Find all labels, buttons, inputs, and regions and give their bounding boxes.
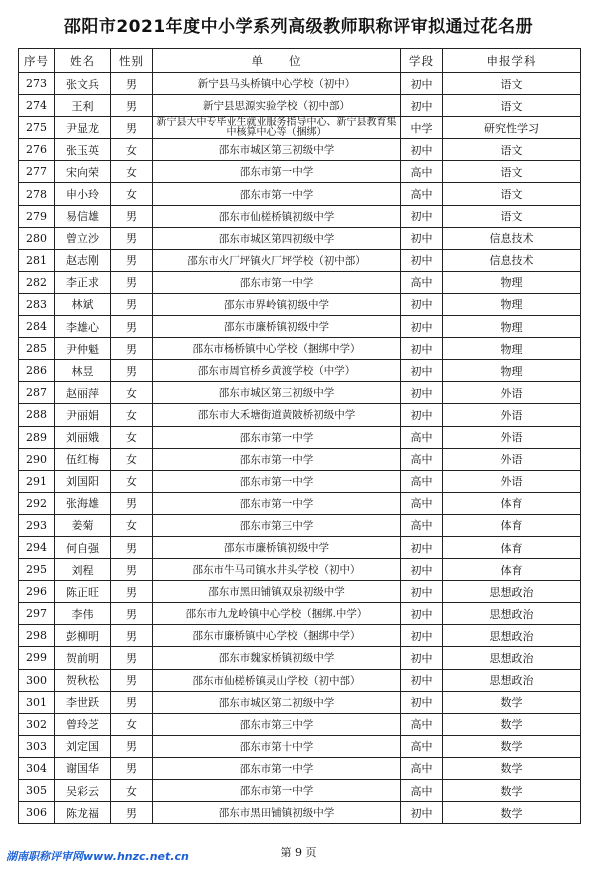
cell-stage: 高中	[401, 426, 443, 448]
table-row	[19, 183, 581, 205]
cell-stage: 高中	[401, 161, 443, 183]
cell-gender: 男	[111, 581, 153, 603]
cell-stage: 高中	[401, 713, 443, 735]
cell-no: 287	[19, 382, 55, 404]
cell-no: 304	[19, 757, 55, 779]
cell-stage: 高中	[401, 514, 443, 536]
cell-subject: 外语	[443, 426, 581, 448]
cell-name: 李正求	[55, 271, 111, 293]
cell-gender: 男	[111, 117, 153, 139]
table-row	[19, 757, 581, 779]
cell-no: 303	[19, 735, 55, 757]
cell-gender: 男	[111, 205, 153, 227]
cell-gender: 男	[111, 492, 153, 514]
table-row	[19, 95, 581, 117]
table-row	[19, 249, 581, 271]
cell-subject: 数学	[443, 713, 581, 735]
cell-no: 284	[19, 316, 55, 338]
cell-unit: 邵东市周官桥乡黄渡学校（中学）	[153, 360, 401, 382]
cell-gender: 男	[111, 249, 153, 271]
cell-subject: 体育	[443, 514, 581, 536]
cell-gender: 男	[111, 647, 153, 669]
cell-gender: 男	[111, 73, 153, 95]
cell-subject: 物理	[443, 338, 581, 360]
table-row	[19, 780, 581, 802]
cell-subject: 数学	[443, 802, 581, 824]
table-row	[19, 691, 581, 713]
cell-stage: 初中	[401, 559, 443, 581]
cell-subject: 数学	[443, 735, 581, 757]
cell-stage: 初中	[401, 249, 443, 271]
cell-stage: 初中	[401, 227, 443, 249]
cell-subject: 思想政治	[443, 603, 581, 625]
cell-no: 302	[19, 713, 55, 735]
cell-subject: 物理	[443, 316, 581, 338]
document-title: 邵阳市2021年度中小学系列高级教师职称评审拟通过花名册	[63, 17, 534, 37]
cell-subject: 语文	[443, 139, 581, 161]
cell-subject: 思想政治	[443, 669, 581, 691]
cell-stage: 初中	[401, 95, 443, 117]
cell-subject: 信息技术	[443, 227, 581, 249]
cell-name: 陈龙福	[55, 802, 111, 824]
cell-stage: 初中	[401, 536, 443, 558]
cell-stage: 初中	[401, 205, 443, 227]
table-row	[19, 382, 581, 404]
header-stage: 学段	[401, 49, 443, 73]
cell-subject: 外语	[443, 382, 581, 404]
roster-table	[18, 48, 581, 824]
cell-gender: 男	[111, 669, 153, 691]
table-row	[19, 735, 581, 757]
cell-stage: 初中	[401, 293, 443, 315]
cell-name: 林昱	[55, 360, 111, 382]
cell-stage: 高中	[401, 183, 443, 205]
site-watermark: 湖南职称评审网www.hnzc.net.cn	[6, 850, 189, 863]
cell-gender: 男	[111, 625, 153, 647]
cell-name: 姜菊	[55, 514, 111, 536]
cell-stage: 初中	[401, 73, 443, 95]
cell-no: 300	[19, 669, 55, 691]
cell-stage: 高中	[401, 492, 443, 514]
cell-name: 吴彩云	[55, 780, 111, 802]
table-row	[19, 492, 581, 514]
cell-subject: 研究性学习	[443, 117, 581, 139]
table-row	[19, 117, 581, 139]
cell-unit: 邵东市第一中学	[153, 183, 401, 205]
cell-no: 273	[19, 73, 55, 95]
cell-name: 刘程	[55, 559, 111, 581]
cell-gender: 男	[111, 227, 153, 249]
cell-no: 298	[19, 625, 55, 647]
cell-subject: 语文	[443, 95, 581, 117]
cell-unit: 邵东市大禾塘街道黄陂桥初级中学	[153, 404, 401, 426]
cell-stage: 初中	[401, 360, 443, 382]
cell-name: 尹丽娟	[55, 404, 111, 426]
cell-no: 291	[19, 470, 55, 492]
cell-subject: 语文	[443, 183, 581, 205]
cell-name: 尹显龙	[55, 117, 111, 139]
cell-no: 299	[19, 647, 55, 669]
cell-stage: 初中	[401, 647, 443, 669]
cell-unit: 新宁县思源实验学校（初中部）	[153, 95, 401, 117]
cell-stage: 初中	[401, 691, 443, 713]
table-row	[19, 581, 581, 603]
cell-gender: 女	[111, 780, 153, 802]
cell-name: 宋向荣	[55, 161, 111, 183]
cell-unit: 新宁县大中专毕业生就业服务指导中心、新宁县教育集中核算中心等（捆绑）	[153, 117, 401, 139]
cell-name: 李雄心	[55, 316, 111, 338]
cell-no: 296	[19, 581, 55, 603]
cell-name: 曾玲芝	[55, 713, 111, 735]
cell-unit: 邵东市城区第二初级中学	[153, 691, 401, 713]
cell-subject: 语文	[443, 73, 581, 95]
table-row	[19, 161, 581, 183]
cell-name: 陈正旺	[55, 581, 111, 603]
cell-subject: 外语	[443, 470, 581, 492]
cell-unit: 邵东市廉桥镇初级中学	[153, 316, 401, 338]
cell-name: 申小玲	[55, 183, 111, 205]
cell-unit: 邵东市杨桥镇中心学校（捆绑中学）	[153, 338, 401, 360]
cell-name: 李世跃	[55, 691, 111, 713]
cell-unit: 邵东市火厂坪镇火厂坪学校（初中部）	[153, 249, 401, 271]
cell-stage: 初中	[401, 603, 443, 625]
cell-unit: 邵东市魏家桥镇初级中学	[153, 647, 401, 669]
cell-no: 305	[19, 780, 55, 802]
table-row	[19, 514, 581, 536]
cell-gender: 男	[111, 293, 153, 315]
cell-name: 贺秋松	[55, 669, 111, 691]
cell-unit: 邵东市第三中学	[153, 514, 401, 536]
cell-no: 295	[19, 559, 55, 581]
table-row	[19, 536, 581, 558]
cell-name: 张文兵	[55, 73, 111, 95]
cell-no: 286	[19, 360, 55, 382]
table-row	[19, 559, 581, 581]
cell-unit: 邵东市黑田铺镇双泉初级中学	[153, 581, 401, 603]
cell-name: 易信雄	[55, 205, 111, 227]
cell-gender: 男	[111, 559, 153, 581]
cell-unit: 新宁县马头桥镇中心学校（初中）	[153, 73, 401, 95]
cell-unit: 邵东市第一中学	[153, 492, 401, 514]
cell-subject: 思想政治	[443, 625, 581, 647]
cell-stage: 高中	[401, 470, 443, 492]
table-row	[19, 625, 581, 647]
cell-subject: 体育	[443, 559, 581, 581]
cell-stage: 初中	[401, 404, 443, 426]
cell-name: 林斌	[55, 293, 111, 315]
cell-no: 277	[19, 161, 55, 183]
table-row	[19, 271, 581, 293]
table-row	[19, 647, 581, 669]
table-row	[19, 316, 581, 338]
cell-no: 293	[19, 514, 55, 536]
cell-unit: 邵东市第一中学	[153, 470, 401, 492]
cell-gender: 男	[111, 360, 153, 382]
cell-stage: 高中	[401, 780, 443, 802]
cell-stage: 初中	[401, 338, 443, 360]
table-row	[19, 293, 581, 315]
cell-stage: 初中	[401, 139, 443, 161]
cell-gender: 男	[111, 95, 153, 117]
cell-unit: 邵东市城区第三初级中学	[153, 139, 401, 161]
cell-gender: 男	[111, 735, 153, 757]
cell-no: 276	[19, 139, 55, 161]
cell-gender: 女	[111, 426, 153, 448]
cell-name: 赵志刚	[55, 249, 111, 271]
cell-name: 李伟	[55, 603, 111, 625]
cell-gender: 女	[111, 161, 153, 183]
cell-no: 290	[19, 448, 55, 470]
cell-name: 伍红梅	[55, 448, 111, 470]
cell-gender: 女	[111, 514, 153, 536]
cell-name: 刘定国	[55, 735, 111, 757]
table-row	[19, 338, 581, 360]
cell-gender: 女	[111, 470, 153, 492]
cell-unit: 邵东市第一中学	[153, 426, 401, 448]
cell-no: 301	[19, 691, 55, 713]
cell-no: 281	[19, 249, 55, 271]
cell-unit: 邵东市仙槎桥镇灵山学校（初中部）	[153, 669, 401, 691]
cell-unit: 邵东市黑田铺镇初级中学	[153, 802, 401, 824]
cell-unit: 邵东市九龙岭镇中心学校（捆绑.中学）	[153, 603, 401, 625]
table-row	[19, 404, 581, 426]
cell-stage: 高中	[401, 271, 443, 293]
table-row	[19, 448, 581, 470]
cell-no: 297	[19, 603, 55, 625]
cell-subject: 体育	[443, 492, 581, 514]
cell-subject: 语文	[443, 161, 581, 183]
cell-name: 贺前明	[55, 647, 111, 669]
cell-no: 275	[19, 117, 55, 139]
page-number: 第 9 页	[280, 846, 317, 859]
header-no: 序号	[19, 49, 55, 73]
cell-stage: 初中	[401, 316, 443, 338]
cell-subject: 信息技术	[443, 249, 581, 271]
cell-unit: 邵东市第一中学	[153, 780, 401, 802]
cell-stage: 初中	[401, 625, 443, 647]
cell-no: 282	[19, 271, 55, 293]
cell-no: 279	[19, 205, 55, 227]
cell-no: 285	[19, 338, 55, 360]
cell-subject: 物理	[443, 271, 581, 293]
header-name: 姓名	[55, 49, 111, 73]
cell-name: 何自强	[55, 536, 111, 558]
cell-name: 谢国华	[55, 757, 111, 779]
cell-no: 283	[19, 293, 55, 315]
cell-subject: 物理	[443, 293, 581, 315]
table-row	[19, 470, 581, 492]
cell-subject: 数学	[443, 780, 581, 802]
table-row	[19, 227, 581, 249]
cell-unit: 邵东市城区第四初级中学	[153, 227, 401, 249]
cell-name: 刘国阳	[55, 470, 111, 492]
table-row	[19, 426, 581, 448]
table-row	[19, 603, 581, 625]
cell-no: 294	[19, 536, 55, 558]
cell-gender: 女	[111, 183, 153, 205]
cell-gender: 女	[111, 139, 153, 161]
cell-no: 288	[19, 404, 55, 426]
cell-name: 曾立沙	[55, 227, 111, 249]
cell-stage: 高中	[401, 448, 443, 470]
cell-unit: 邵东市仙槎桥镇初级中学	[153, 205, 401, 227]
table-row	[19, 713, 581, 735]
cell-unit: 邵东市牛马司镇水井头学校（初中）	[153, 559, 401, 581]
cell-subject: 外语	[443, 404, 581, 426]
cell-stage: 高中	[401, 735, 443, 757]
cell-subject: 数学	[443, 757, 581, 779]
cell-unit: 邵东市第一中学	[153, 757, 401, 779]
table-row	[19, 205, 581, 227]
cell-gender: 女	[111, 713, 153, 735]
cell-name: 王利	[55, 95, 111, 117]
table-header-row	[19, 49, 581, 73]
cell-gender: 男	[111, 271, 153, 293]
cell-no: 292	[19, 492, 55, 514]
table-row	[19, 73, 581, 95]
cell-gender: 男	[111, 802, 153, 824]
cell-gender: 男	[111, 316, 153, 338]
cell-no: 278	[19, 183, 55, 205]
header-subject: 申报学科	[443, 49, 581, 73]
cell-unit: 邵东市廉桥镇初级中学	[153, 536, 401, 558]
cell-no: 280	[19, 227, 55, 249]
cell-gender: 男	[111, 691, 153, 713]
cell-gender: 男	[111, 536, 153, 558]
cell-no: 274	[19, 95, 55, 117]
cell-unit: 邵东市第一中学	[153, 448, 401, 470]
cell-name: 彭柳明	[55, 625, 111, 647]
cell-gender: 女	[111, 404, 153, 426]
cell-subject: 思想政治	[443, 647, 581, 669]
cell-stage: 初中	[401, 802, 443, 824]
cell-gender: 女	[111, 382, 153, 404]
cell-subject: 思想政治	[443, 581, 581, 603]
header-gender: 性别	[111, 49, 153, 73]
cell-stage: 中学	[401, 117, 443, 139]
cell-gender: 男	[111, 603, 153, 625]
cell-name: 尹仲魁	[55, 338, 111, 360]
table-row	[19, 669, 581, 691]
cell-gender: 男	[111, 338, 153, 360]
cell-gender: 女	[111, 448, 153, 470]
cell-unit: 邵东市第三中学	[153, 713, 401, 735]
cell-unit: 邵东市第一中学	[153, 161, 401, 183]
cell-no: 306	[19, 802, 55, 824]
cell-unit: 邵东市界岭镇初级中学	[153, 293, 401, 315]
cell-unit: 邵东市廉桥镇中心学校（捆绑中学）	[153, 625, 401, 647]
table-row	[19, 802, 581, 824]
table-row	[19, 139, 581, 161]
cell-stage: 初中	[401, 382, 443, 404]
cell-unit: 邵东市城区第三初级中学	[153, 382, 401, 404]
cell-subject: 体育	[443, 536, 581, 558]
cell-subject: 外语	[443, 448, 581, 470]
cell-name: 张海雄	[55, 492, 111, 514]
cell-stage: 高中	[401, 757, 443, 779]
table-row	[19, 360, 581, 382]
cell-name: 赵丽萍	[55, 382, 111, 404]
cell-subject: 语文	[443, 205, 581, 227]
cell-stage: 初中	[401, 669, 443, 691]
cell-name: 刘丽娥	[55, 426, 111, 448]
cell-unit: 邵东市第十中学	[153, 735, 401, 757]
cell-unit: 邵东市第一中学	[153, 271, 401, 293]
cell-stage: 初中	[401, 581, 443, 603]
cell-no: 289	[19, 426, 55, 448]
cell-subject: 物理	[443, 360, 581, 382]
cell-subject: 数学	[443, 691, 581, 713]
header-unit: 单 位	[153, 49, 401, 73]
cell-name: 张玉英	[55, 139, 111, 161]
cell-gender: 男	[111, 757, 153, 779]
